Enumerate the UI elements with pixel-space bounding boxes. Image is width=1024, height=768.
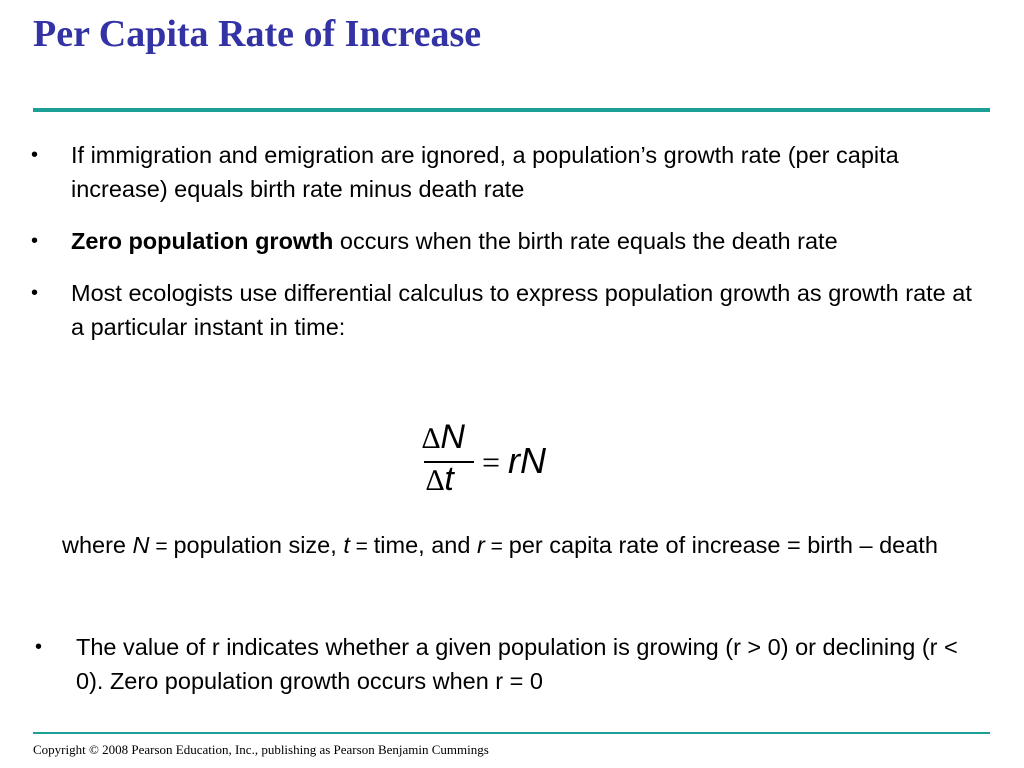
bullet-list [28,138,978,362]
footer-divider [33,732,990,734]
def-n: population size, [173,532,344,558]
where-prefix: where [62,532,133,558]
bullet-text: The value of r indicates whether a given population is growing (r > 0) or declining (r < 0). Zero population growth occurs when r = 0 [76,634,958,694]
copyright-text: Copyright © 2008 Pearson Education, Inc., publishing as Pearson Benjamin Cummings [33,742,489,757]
bullet-item [28,224,978,258]
equation-rhs [482,440,546,482]
bullet-text: occurs when the birth rate equals the death rate [333,228,838,254]
equation-numerator [422,418,465,458]
bullet-dot-icon: • [31,282,39,304]
title-divider [33,108,990,112]
var-n: N [132,532,150,558]
equals-sign: = [482,444,501,480]
def-r: per capita rate of increase = birth – death [508,532,938,558]
slide-title: Per Capita Rate of Increase [33,13,482,55]
def-t: time, and [373,532,477,558]
bullet-dot-icon: • [35,636,43,658]
bullet-text: Most ecologists use differential calculus to express population growth as growth rate at a particular instant in time: [71,280,972,340]
bullet-item [28,276,978,344]
bullet-bold-term: Zero population growth [71,228,334,254]
variable-definitions [62,528,982,564]
eq-sign: = [349,535,374,558]
growth-equation [420,418,620,508]
denominator-delta: ∆ [426,464,445,497]
rhs-expression: rN [508,440,547,481]
bullet-dot-icon: • [31,144,39,166]
var-t: t [343,532,350,558]
eq-sign: = [484,535,509,558]
numerator-delta: ∆ [422,422,441,455]
denominator-var: t [444,460,454,498]
equation-denominator [426,460,454,500]
bullet-list-2 [32,630,982,716]
bullet-text: If immigration and emigration are ignored, a population’s growth rate (per capita increase) equals birth rate minus death rate [71,142,899,202]
eq-sign: = [149,535,174,558]
bullet-item [32,630,982,698]
numerator-var: N [440,418,465,456]
bullet-item [28,138,978,206]
bullet-dot-icon: • [31,230,39,252]
var-r: r [476,532,485,558]
